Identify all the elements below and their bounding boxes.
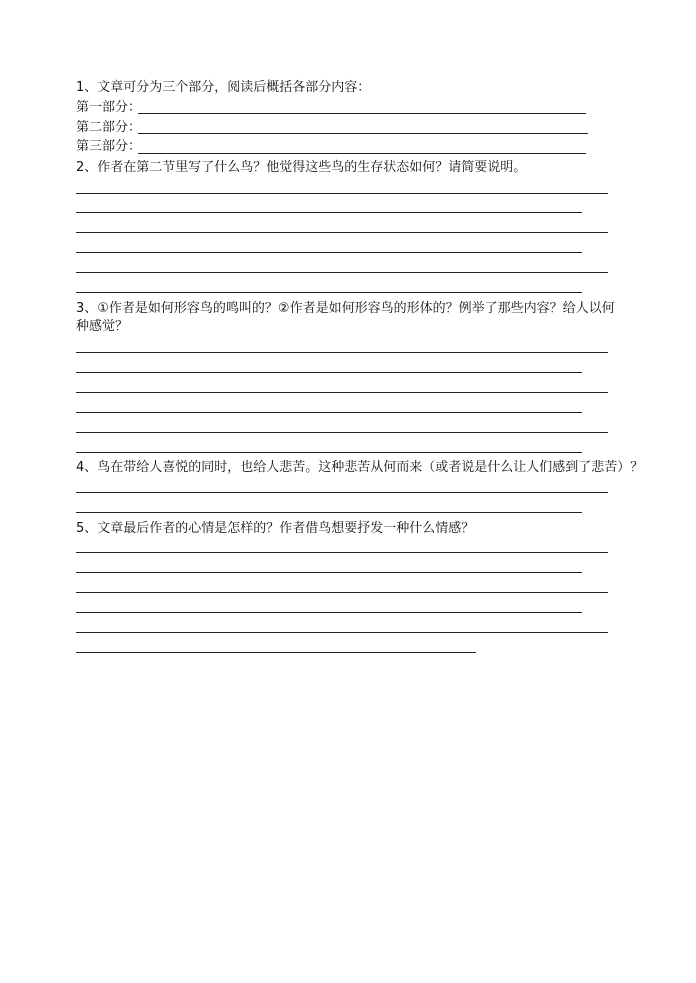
answer-line[interactable]: [76, 193, 608, 194]
answer-line[interactable]: [76, 232, 608, 233]
question-3-prompt: 3、①作者是如何形容鸟的鸣叫的？②作者是如何形容鸟的形体的？例举了那些内容？给人以何种感觉？: [76, 301, 615, 334]
answer-line[interactable]: [76, 412, 582, 413]
answer-line[interactable]: [76, 372, 582, 373]
answer-line[interactable]: [76, 452, 582, 453]
answer-line[interactable]: [76, 432, 608, 433]
part-2-answer-line[interactable]: [138, 133, 588, 134]
question-5-prompt: 5、文章最后作者的心情是怎样的？作者借鸟想要抒发一种什么情感？: [76, 521, 475, 536]
answer-line[interactable]: [76, 292, 582, 293]
answer-line[interactable]: [76, 252, 582, 253]
answer-line[interactable]: [76, 572, 582, 573]
answer-line[interactable]: [76, 392, 608, 393]
question-1-prompt: 1、文章可分为三个部分，阅读后概括各部分内容：: [76, 80, 371, 95]
answer-line[interactable]: [76, 512, 582, 513]
answer-line[interactable]: [76, 592, 608, 593]
part-1-answer-line[interactable]: [138, 113, 586, 114]
answer-line[interactable]: [76, 352, 608, 353]
answer-line[interactable]: [76, 552, 608, 553]
answer-line[interactable]: [76, 652, 476, 653]
part-1-label: 第一部分：: [76, 100, 142, 115]
answer-line[interactable]: [76, 612, 582, 613]
answer-line[interactable]: [76, 272, 608, 273]
answer-line[interactable]: [76, 492, 608, 493]
part-2-label: 第二部分：: [76, 120, 142, 135]
answer-line[interactable]: [76, 212, 582, 213]
question-4-prompt: 4、鸟在带给人喜悦的同时，也给人悲苦。这种悲苦从何而来（或者说是什么让人们感到了悲苦）？: [76, 460, 644, 475]
part-3-answer-line[interactable]: [138, 153, 586, 154]
answer-line[interactable]: [76, 632, 608, 633]
question-2-prompt: 2、作者在第二节里写了什么鸟？他觉得这些鸟的生存状态如何？请简要说明。: [76, 160, 527, 175]
part-3-label: 第三部分：: [76, 139, 142, 154]
